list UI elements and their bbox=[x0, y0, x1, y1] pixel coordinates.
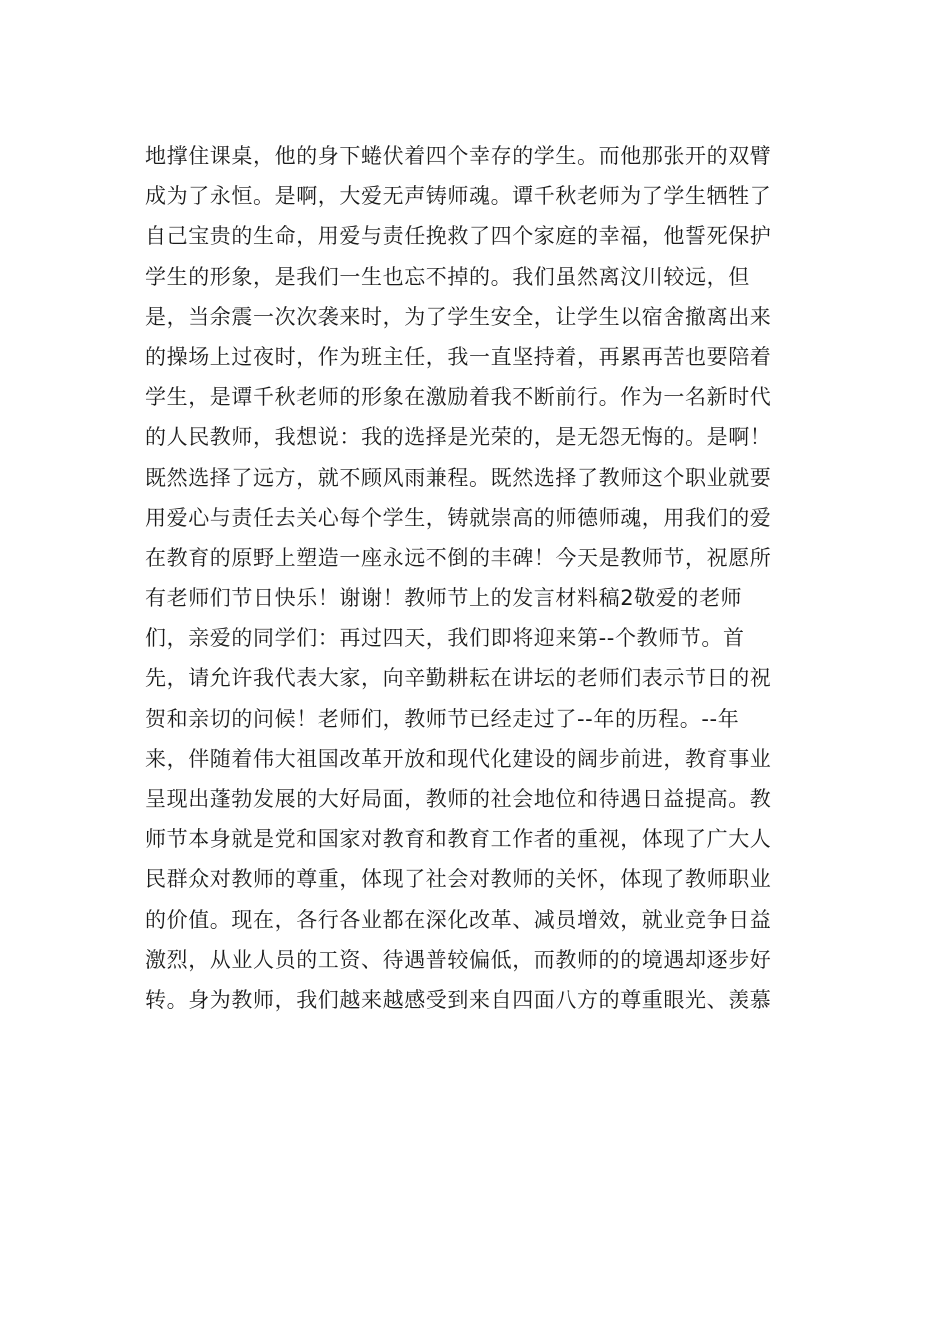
text-line: 的操场上过夜时，作为班主任，我一直坚持着，再累再苦也要陪着 bbox=[145, 344, 772, 369]
text-line: 来，伴随着伟大祖国改革开放和现代化建设的阔步前进，教育事业 bbox=[145, 746, 772, 771]
text-line: 成为了永恒。是啊，大爱无声铸师魂。谭千秋老师为了学生牺牲了 bbox=[145, 184, 772, 209]
text-line: 贺和亲切的问候！老师们，教师节已经走过了--年的历程。--年 bbox=[145, 706, 740, 731]
text-line: 既然选择了远方，就不顾风雨兼程。既然选择了教师这个职业就要 bbox=[145, 465, 772, 490]
body-text bbox=[145, 136, 845, 1020]
text-line: 的人民教师，我想说：我的选择是光荣的，是无怨无悔的。是啊！ bbox=[145, 425, 772, 450]
text-line: 转。身为教师，我们越来越感受到来自四面八方的尊重眼光、羡慕 bbox=[145, 987, 772, 1012]
text-line: 有老师们节日快乐！谢谢！教师节上的发言材料稿2敬爱的老师 bbox=[145, 586, 743, 611]
text-line: 呈现出蓬勃发展的大好局面，教师的社会地位和待遇日益提高。教 bbox=[145, 787, 772, 811]
text-line: 民群众对教师的尊重，体现了社会对教师的关怀，体现了教师职业 bbox=[145, 867, 772, 892]
text-line: 师节本身就是党和国家对教育和教育工作者的重视，体现了广大人 bbox=[145, 827, 772, 852]
text-line: 先，请允许我代表大家，向辛勤耕耘在讲坛的老师们表示节日的祝 bbox=[145, 666, 772, 691]
text-line: 地撑住课桌，他的身下蜷伏着四个幸存的学生。而他那张开的双臂 bbox=[145, 144, 772, 168]
text-line: 们，亲爱的同学们：再过四天，我们即将迎来第--个教师节。首 bbox=[145, 626, 745, 651]
text-line: 学生，是谭千秋老师的形象在激励着我不断前行。作为一名新时代 bbox=[145, 385, 772, 410]
text-line: 自己宝贵的生命，用爱与责任挽救了四个家庭的幸福，他誓死保护 bbox=[145, 224, 772, 249]
text-line: 的价值。现在，各行各业都在深化改革、减员增效，就业竞争日益 bbox=[145, 907, 772, 932]
text-line: 用爱心与责任去关心每个学生，铸就崇高的师德师魂，用我们的爱 bbox=[145, 505, 772, 530]
text-line: 在教育的原野上塑造一座永远不倒的丰碑！今天是教师节，祝愿所 bbox=[145, 545, 772, 570]
text-line: 学生的形象，是我们一生也忘不掉的。我们虽然离汶川较远，但 bbox=[145, 264, 750, 289]
text-line: 激烈，从业人员的工资、待遇普较偏低，而教师的的境遇却逐步好 bbox=[145, 947, 772, 972]
text-line: 是，当余震一次次袭来时，为了学生安全，让学生以宿舍撤离出来 bbox=[145, 304, 772, 329]
